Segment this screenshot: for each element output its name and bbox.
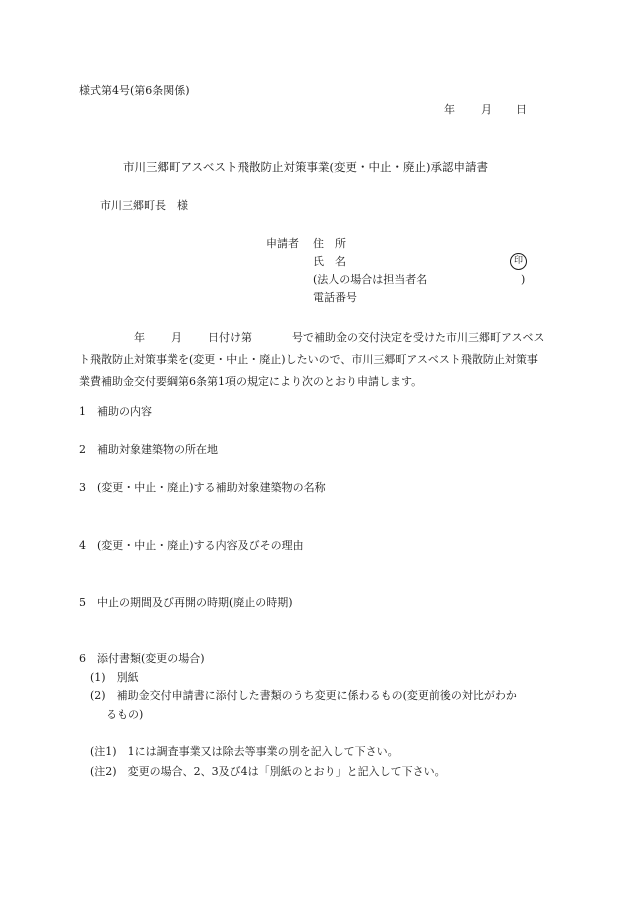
- attachment-2-continued: るもの): [106, 708, 144, 721]
- form-number-label: 様式第4号(第6条関係): [79, 84, 190, 97]
- item-5: 5 中止の期間及び再開の時期(廃止の時期): [79, 596, 293, 609]
- attachment-1: (1) 別紙: [90, 671, 139, 684]
- corporate-note: (法人の場合は担当者名: [313, 273, 428, 286]
- corporate-note-close: ): [521, 273, 526, 286]
- item-1: 1 補助の内容: [79, 405, 152, 418]
- intro-dated: 日付け第: [208, 331, 252, 344]
- address-label: 住 所: [313, 237, 346, 250]
- intro-paragraph: [79, 327, 547, 393]
- note-1: (注1) 1には調査事業又は除去等事業の別を記入して下さい。: [90, 745, 399, 758]
- intro-year: 年: [134, 331, 145, 344]
- seal-mark: 印: [510, 253, 527, 270]
- note-2: (注2) 変更の場合、2、3及び4は「別紙のとおり」と記入して下さい。: [90, 765, 446, 778]
- item-2: 2 補助対象建築物の所在地: [79, 443, 218, 456]
- date-year-label: 年: [444, 103, 455, 116]
- name-label: 氏 名: [313, 255, 346, 268]
- date-day-label: 日: [516, 103, 527, 116]
- document-title: 市川三郷町アスベスト飛散防止対策事業(変更・中止・廃止)承認申請書: [123, 160, 489, 174]
- item-6: 6 添付書類(変更の場合): [79, 652, 205, 665]
- item-4: 4 (変更・中止・廃止)する内容及びその理由: [79, 539, 304, 552]
- addressee: 市川三郷町長 様: [100, 199, 188, 212]
- phone-label: 電話番号: [313, 291, 357, 304]
- attachment-2: (2) 補助金交付申請書に添付した書類のうち変更に係わるもの(変更前後の対比がわか: [90, 689, 517, 702]
- date-month-label: 月: [481, 103, 492, 116]
- applicant-label: 申請者: [266, 237, 299, 250]
- intro-body: 号で補助金の交付決定を受けた市川三郷町アスベスト飛散防止対策事業を(変更・中止・廃止)したいので、市川三郷町アスベスト飛散防止対策事業費補助金交付要綱第6条第1項の規定により次のとおり申請します。: [79, 331, 545, 388]
- item-3: 3 (変更・中止・廃止)する補助対象建築物の名称: [79, 481, 326, 494]
- intro-month: 月: [171, 331, 182, 344]
